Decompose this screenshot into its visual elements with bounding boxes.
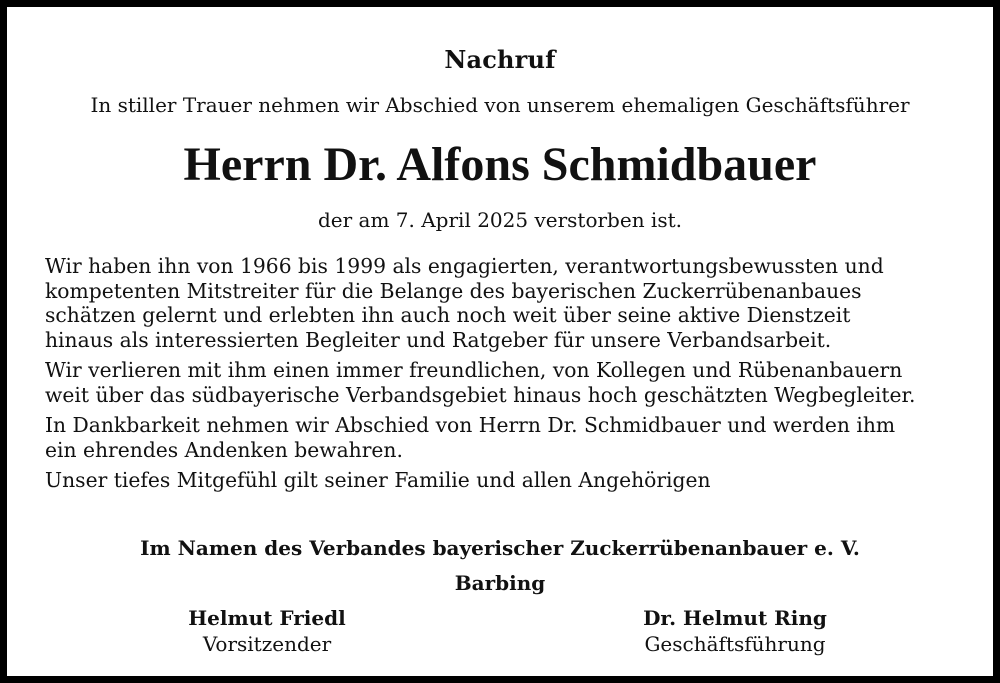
body-text xyxy=(45,254,985,499)
paragraph-line: schätzen gelernt und erlebten ihn auch noch weit über seine aktive Dienstzeit xyxy=(45,303,851,327)
signatory-right xyxy=(625,605,845,657)
paragraph-2 xyxy=(45,358,985,407)
signatory-left xyxy=(157,605,377,657)
notice-heading: Nachruf xyxy=(444,45,556,74)
signatory-name: Dr. Helmut Ring xyxy=(643,606,827,630)
paragraph-line: Unser tiefes Mitgefühl gilt seiner Familie und allen Angehörigen xyxy=(45,468,711,492)
paragraph-1 xyxy=(45,254,985,352)
organization-name: Im Namen des Verbandes bayerischer Zuckerrübenanbauer e. V. xyxy=(140,536,860,560)
paragraph-line: Wir haben ihn von 1966 bis 1999 als engagierten, verantwortungsbewussten und xyxy=(45,254,884,278)
paragraph-line: Wir verlieren mit ihm einen immer freundlichen, von Kollegen und Rübenanbauern xyxy=(45,358,903,382)
paragraph-line: kompetenten Mitstreiter für die Belange des bayerischen Zuckerrübenanbaues xyxy=(45,278,862,303)
deceased-name: Herrn Dr. Alfons Schmidbauer xyxy=(183,138,817,191)
paragraph-line: hinaus als interessierten Begleiter und Ratgeber für unsere Verbandsarbeit. xyxy=(45,327,832,352)
paragraph-line: weit über das südbayerische Verbandsgebiet hinaus hoch geschätzten Wegbegleiter. xyxy=(45,382,916,407)
paragraph-line: ein ehrendes Andenken bewahren. xyxy=(45,437,403,462)
signatory-role: Geschäftsführung xyxy=(644,632,826,656)
paragraph-3 xyxy=(45,413,985,462)
paragraph-4 xyxy=(45,468,985,493)
intro-text: In stiller Trauer nehmen wir Abschied von unserem ehemaligen Geschäftsführer xyxy=(90,93,910,117)
paragraph-line: In Dankbarkeit nehmen wir Abschied von Herrn Dr. Schmidbauer und werden ihm xyxy=(45,413,896,437)
signatory-role: Vorsitzender xyxy=(202,632,332,656)
signatory-name: Helmut Friedl xyxy=(188,606,346,630)
place-name: Barbing xyxy=(454,571,546,595)
death-date-text: der am 7. April 2025 verstorben ist. xyxy=(318,208,682,232)
